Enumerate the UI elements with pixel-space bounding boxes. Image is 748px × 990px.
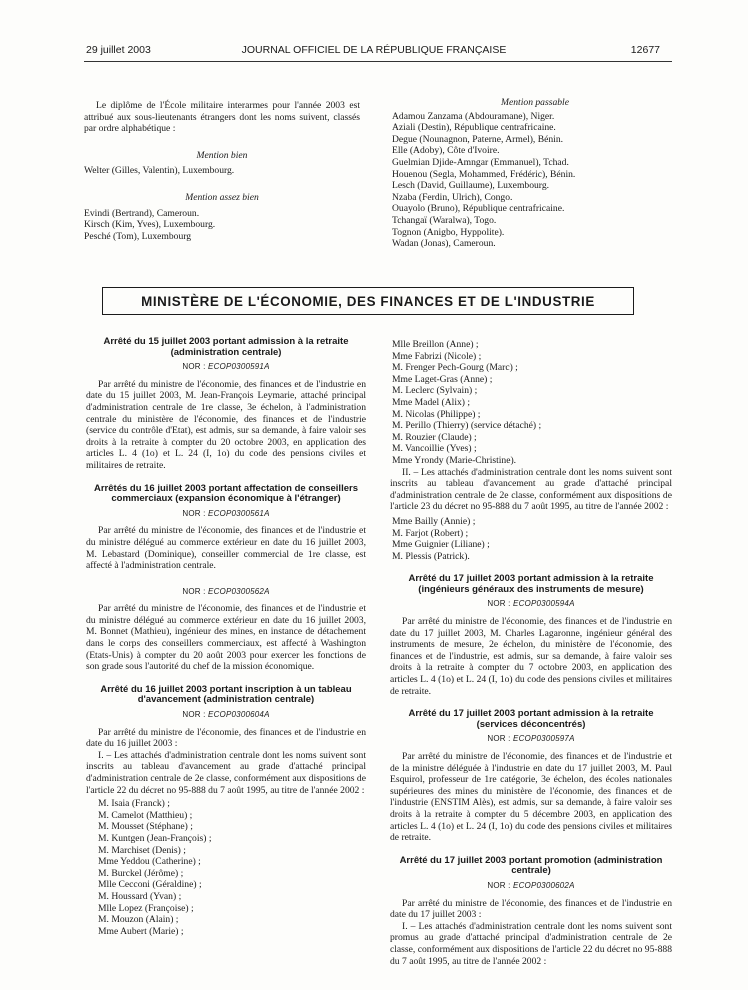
list-item: M. Kuntgen (Jean-François) ; [98, 832, 212, 844]
list-item: Nzaba (Ferdin, Ulrich), Congo. [392, 191, 513, 203]
arrete-title: Arrêtés du 16 juillet 2003 portant affectation de conseillers commerciaux (expansion économique à l'étranger) [94, 482, 358, 505]
right-column [390, 339, 672, 967]
list-item: Lesch (David, Guillaume), Luxembourg. [392, 180, 550, 192]
list-item: M. Mousset (Stéphane) ; [98, 821, 193, 833]
list-item: Mme Fabrizi (Nicole) ; [392, 350, 482, 362]
list-item: M. Leclerc (Sylvain) ; [392, 385, 478, 397]
list-item: M. Frenger Pech-Gourg (Marc) ; [392, 362, 518, 374]
arrete-title: Arrêté du 17 juillet 2003 portant promotion (administration centrale) [399, 854, 663, 877]
nor-reference: NOR : ECOP0300597A [487, 734, 575, 744]
list-item: Mlle Cecconi (Géraldine) ; [98, 879, 202, 891]
list-item: Mme Yeddou (Catherine) ; [98, 856, 201, 868]
list-item: Tchangaï (Waralwa), Togo. [392, 214, 497, 226]
nor-reference: NOR : ECOP0300562A [182, 586, 270, 596]
ministry-banner: MINISTÈRE DE L'ÉCONOMIE, DES FINANCES ET DE L'INDUSTRIE [102, 287, 634, 315]
left-column [86, 337, 366, 937]
names-list [392, 516, 672, 562]
arrete-body: Par arrêté du ministre de l'économie, des finances et de l'industrie et du ministre délégué au commerce extérieur en date du 16 juillet 2003, M. Bonnet (Mathieu), ingénieur des mines, en instance de détachement dans le corps des conseillers commerciaux, est affecté à Washington (Etats-Unis) à compter du 20 août 2003 pour exercer les fonctions de son grade sous l'autorité du chef de la mission économique. [86, 603, 366, 673]
page-number: 12677 [630, 44, 660, 56]
mention-assez-bien-list [84, 208, 360, 243]
list-item: Mlle Lopez (Françoise) ; [98, 902, 194, 914]
list-item: Guelmian Djide-Amngar (Emmanuel), Tchad. [392, 156, 569, 168]
arrete-point: I. – Les attachés d'administration centrale dont les noms suivent sont inscrits au tableau d'avancement au grade d'attaché principal d'administration centrale de 2e classe, conformément aux dispositions de l'article 22 du décret no 95-888 du 7 août 1995, au titre de l'année 2002 : [86, 749, 366, 796]
arrete-point: II. – Les attachés d'administration centrale dont les noms suivent sont inscrits au tableau d'avancement au grade d'attaché principal d'administration centrale de 2e classe, conformément aux dispositions de l'article 23 du décret no 95-888 du 7 août 1995, au titre de l'année 2002 : [390, 466, 672, 513]
header-date: 29 juillet 2003 [86, 44, 151, 56]
list-item: Kirsch (Kim, Yves), Luxembourg. [84, 219, 216, 231]
list-item: Mme Yrondy (Marie-Christine). [392, 454, 517, 466]
header-rule [84, 61, 672, 62]
list-item: Tognon (Anigbo, Hyppolite). [392, 226, 505, 238]
arrete-body: Par arrêté du ministre de l'économie, des finances et de l'industrie en date du 17 juillet 2003, M. Charles Lagaronne, ingénieur général des instruments de mesure, 2e échelon, du ministère de l'économie, des finances et de l'industrie, est admis, sur sa demande, à faire valoir ses droits à la retraite à compter du 7 octobre 2003, en application des articles L. 4 (1o) et L. 24 (I, 1o) du code des pensions civiles et militaires de retraite. [390, 616, 672, 697]
journal-title: JOURNAL OFFICIEL DE LA RÉPUBLIQUE FRANÇAISE [241, 44, 507, 56]
list-item: M. Camelot (Matthieu) ; [98, 809, 193, 821]
mention-bien-list [84, 165, 360, 177]
diploma-intro: Le diplôme de l'École militaire interarmes pour l'année 2003 est attribué aux sous-lieutenants étrangers dont les noms suivent, classés par ordre alphabétique : [84, 100, 360, 135]
names-list [98, 798, 366, 937]
list-item: M. Marchiset (Denis) ; [98, 844, 186, 856]
list-item: M. Vancoillie (Yves) ; [392, 443, 477, 455]
list-item: Mme Madel (Alix) ; [392, 396, 471, 408]
arrete-title: Arrêté du 15 juillet 2003 portant admission à la retraite (administration centrale) [103, 336, 349, 358]
page-header [0, 44, 748, 62]
mention-passable-list [392, 111, 678, 250]
list-item: Mme Laget-Gras (Anne) ; [392, 373, 493, 385]
list-item: M. Perillo (Thierry) (service détaché) ; [392, 420, 542, 432]
list-item: Houenou (Segla, Mohammed, Frédéric), Bénin. [392, 168, 576, 180]
list-item: Adamou Zanzama (Abdouramane), Niger. [392, 110, 555, 122]
list-item: M. Burckel (Jérôme) ; [98, 867, 184, 879]
list-item: M. Farjot (Robert) ; [392, 527, 469, 539]
list-item: Mlle Breillon (Anne) ; [392, 339, 479, 350]
list-item: M. Nicolas (Philippe) ; [392, 408, 481, 420]
mention-passable-section [392, 97, 678, 250]
nor-reference: NOR : ECOP0300561A [182, 508, 270, 518]
list-item: Mme Guignier (Liliane) ; [392, 539, 490, 551]
diploma-section [84, 100, 360, 242]
arrete-title: Arrêté du 17 juillet 2003 portant admission à la retraite (ingénieurs généraux des instruments de mesure) [408, 573, 654, 595]
arrete-title: Arrêté du 17 juillet 2003 portant admission à la retraite (services déconcentrés) [408, 708, 654, 730]
list-item: Aziali (Destin), République centrafricaine. [392, 122, 556, 134]
arrete-body: Par arrêté du ministre de l'économie, des finances et de l'industrie et du ministre délégué au commerce extérieur en date du 16 juillet 2003, M. Lebastard (Dominique), conseiller commercial de 1re classe, est affecté à l'administration centrale. [86, 525, 366, 572]
names-list [392, 339, 672, 467]
list-item: Degue (Nounagnon, Paterne, Armel), Bénin. [392, 133, 564, 145]
list-item: Evindi (Bertrand), Cameroun. [84, 207, 200, 219]
list-item: Welter (Gilles, Valentin), Luxembourg. [84, 165, 235, 177]
list-item: Pesché (Tom), Luxembourg [84, 230, 192, 242]
list-item: Mme Bailly (Annie) ; [392, 515, 476, 527]
mention-bien-heading: Mention bien [196, 149, 248, 161]
list-item: M. Houssard (Yvan) ; [98, 890, 182, 902]
arrete-point: I. – Les attachés d'administration centrale dont les noms suivent sont promus au grade d'attaché principal d'administration centrale de 2e classe, conformément aux dispositions de l'article 22 du décret no 95-888 du 7 août 1995, au titre de l'année 2002 : [390, 920, 672, 967]
list-item: Mme Aubert (Marie) ; [98, 925, 184, 937]
arrete-body: Par arrêté du ministre de l'économie, des finances et de l'industrie et de la ministre déléguée à l'industrie en date du 17 juillet 2003, M. Paul Esquirol, professeur de 1re catégorie, 3e échelon, des écoles nationales supérieures des mines du ministère de l'économie, des finances et de l'industrie (ENSTIM Alès), est admis, sur sa demande, à faire valoir ses droits à la retraite à compter du 5 décembre 2003, en application des articles L. 4 (1o) et L. 24 (I, 1o) du code des pensions civiles et militaires de retraite. [390, 751, 672, 844]
arrete-body: Par arrêté du ministre de l'économie, des finances et de l'industrie en date du 15 juillet 2003, M. Jean-François Leymarie, attaché principal d'administration centrale de 1re classe, 3e échelon, à l'administration centrale du ministère de l'économie, des finances et de l'industrie (service du contrôle d'Etat), est admis, sur sa demande, à faire valoir ses droits à la retraite à compter du 20 octobre 2003, en application des articles L. 4 (1o) et L. 24 (I, 1o) du code des pensions civiles et militaires de retraite. [86, 378, 366, 471]
list-item: M. Isaia (Franck) ; [98, 798, 170, 810]
list-item: Ouayolo (Bruno), République centrafricaine. [392, 203, 565, 215]
nor-reference: NOR : ECOP0300604A [182, 710, 270, 720]
list-item: M. Rouzier (Claude) ; [392, 431, 477, 443]
arrete-title: Arrêté du 16 juillet 2003 portant inscription à un tableau d'avancement (administration centrale) [100, 683, 352, 706]
list-item: M. Plessis (Patrick). [392, 550, 470, 562]
nor-reference: NOR : ECOP0300591A [182, 362, 270, 372]
mention-assez-bien-heading: Mention assez bien [185, 191, 259, 203]
list-item: M. Mouzon (Alain) ; [98, 914, 179, 926]
arrete-body: Par arrêté du ministre de l'économie, des finances et de l'industrie en date du 17 juillet 2003 : [390, 897, 672, 921]
nor-reference: NOR : ECOP0300594A [487, 599, 575, 609]
mention-passable-heading: Mention passable [501, 97, 569, 108]
arrete-body: Par arrêté du ministre de l'économie, des finances et de l'industrie en date du 16 juillet 2003 : [86, 726, 366, 750]
nor-reference: NOR : ECOP0300602A [487, 880, 575, 890]
list-item: Wadan (Jonas), Cameroun. [392, 238, 496, 250]
list-item: Elle (Adoby), Côte d'Ivoire. [392, 145, 500, 157]
